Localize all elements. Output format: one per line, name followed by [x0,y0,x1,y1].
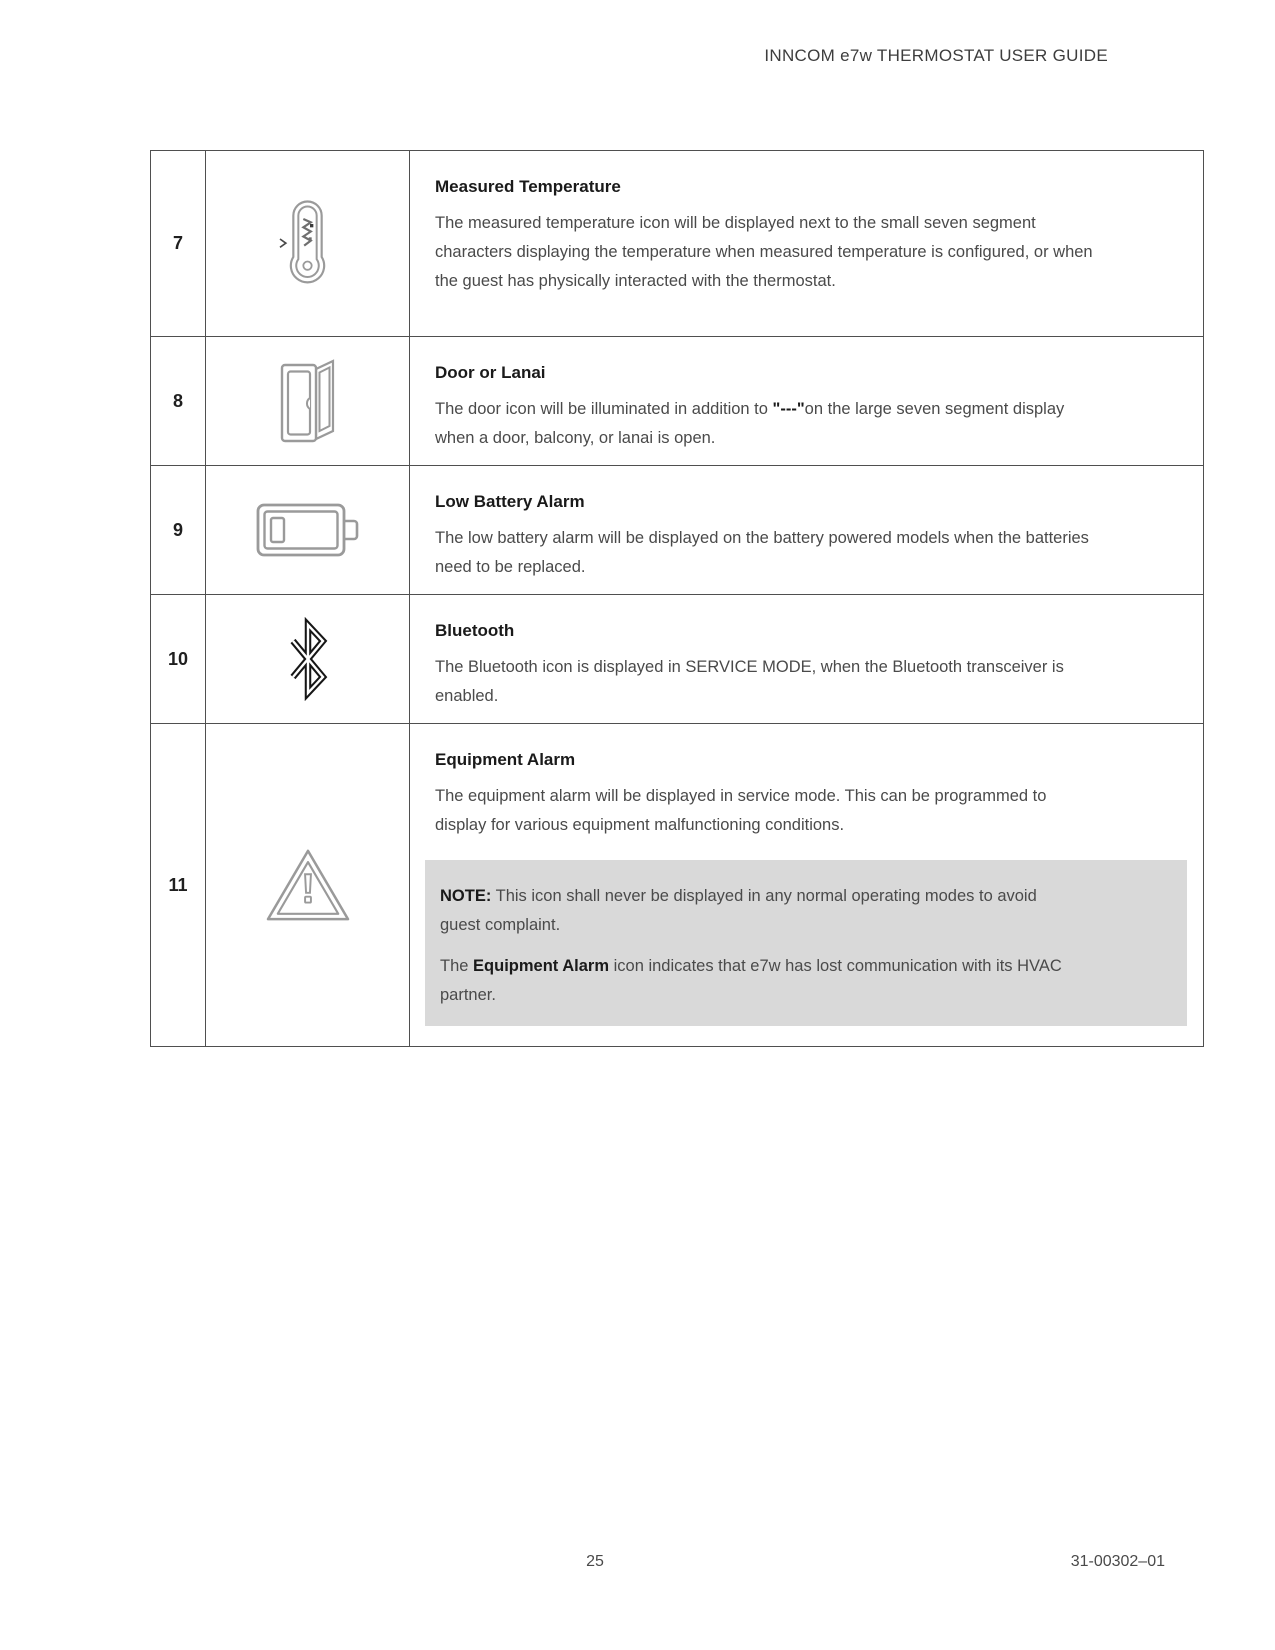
bluetooth-icon [285,617,331,701]
row-number: 7 [151,151,206,337]
table-row [151,595,1204,724]
description-cell [410,151,1204,337]
row-title: Door or Lanai [435,363,546,382]
equipment-alarm-icon [263,846,353,924]
icon-cell [206,337,410,466]
description-cell [410,466,1204,595]
door-icon [280,357,336,445]
row-body: The Bluetooth icon is displayed in SERVICE MODE, when the Bluetooth transceiver is enabled. [435,658,1064,705]
row-body: The low battery alarm will be displayed on the battery powered models when the batteries need to be replaced. [435,529,1089,576]
thermometer-icon [270,192,345,296]
table-row [151,337,1204,466]
icon-cell [206,595,410,724]
row-body: The equipment alarm will be displayed in service mode. This can be programmed to display for various equipment malfunctioning conditions. [435,787,1047,834]
note-paragraph: The Equipment Alarm icon indicates that e7w has lost communication with its HVAC partner. [440,957,1062,1004]
note-box [425,860,1187,1026]
equipment-alarm-emphasis: Equipment Alarm [473,957,610,975]
row-title: Bluetooth [435,621,515,640]
page-number: 25 [586,1553,604,1570]
low-battery-icon [256,502,360,558]
row-number: 9 [151,466,206,595]
row-title: Measured Temperature [435,177,621,196]
note-label: NOTE: [440,887,492,905]
document-number: 31-00302–01 [1070,1553,1165,1570]
description-cell [410,724,1204,1047]
table-row [151,724,1204,1047]
table-row [151,151,1204,337]
description-cell [410,595,1204,724]
segment-dashes-text: "---" [772,400,805,418]
note-paragraph: NOTE: This icon shall never be displayed in any normal operating modes to avoid guest complaint. [440,887,1037,934]
row-title: Low Battery Alarm [435,492,585,511]
description-cell [410,337,1204,466]
thermostat-icon-table [150,150,1204,1047]
row-number: 11 [151,724,206,1047]
row-body: The door icon will be illuminated in addition to "---"on the large seven segment display when a door, balcony, or lanai is open. [435,400,1065,447]
table-row [151,466,1204,595]
row-body: The measured temperature icon will be displayed next to the small seven segment characters displaying the temperature when measured temperature is configured, or when the guest has physically interacted with the thermostat. [435,214,1093,290]
icon-cell [206,724,410,1047]
icon-cell [206,466,410,595]
row-number: 10 [151,595,206,724]
document-header-title: INNCOM e7w THERMOSTAT USER GUIDE [764,46,1108,65]
row-title: Equipment Alarm [435,750,576,769]
row-number: 8 [151,337,206,466]
icon-cell [206,151,410,337]
